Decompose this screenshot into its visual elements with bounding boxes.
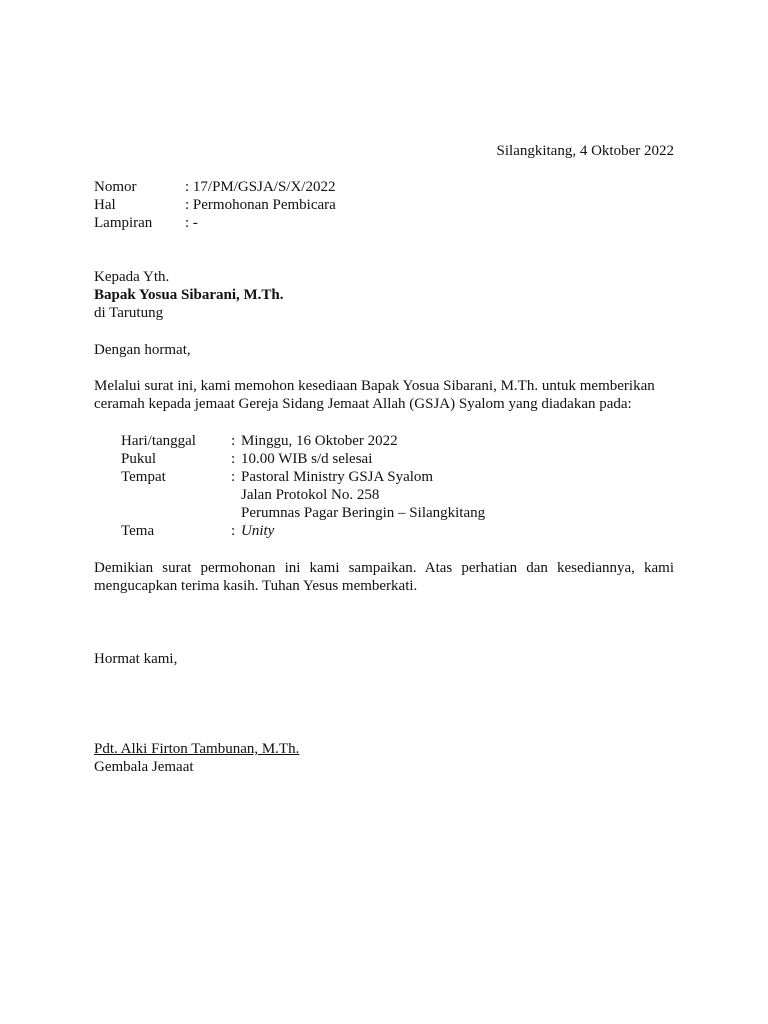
meta-label: Hal [94, 197, 116, 213]
detail-colon: : [231, 451, 236, 467]
detail-value: Pastoral Ministry GSJA Syalom [241, 469, 434, 485]
place-date: Silangkitang, 4 Oktober 2022 [496, 143, 674, 159]
detail-colon: : [231, 469, 236, 485]
meta-value: : Permohonan Pembicara [185, 197, 336, 213]
signer-title: Gembala Jemaat [94, 759, 194, 775]
recipient-location: di Tarutung [94, 305, 164, 321]
detail-colon: : [231, 433, 236, 449]
closing-paragraph [94, 559, 674, 595]
closing-line: Demikian surat permohonan ini kami sampaikan. Atas perhatian dan kesediannya, kami [94, 560, 674, 576]
intro-line: Melalui surat ini, kami memohon kesediaan Bapak Yosua Sibarani, M.Th. untuk memberikan [94, 378, 655, 394]
detail-label: Tema [121, 523, 155, 539]
meta-value: : - [185, 215, 198, 231]
closing-line: mengucapkan terima kasih. Tuhan Yesus memberkati. [94, 578, 418, 594]
greeting: Dengan hormat, [94, 342, 191, 358]
regards: Hormat kami, [94, 651, 178, 667]
intro-paragraph [94, 377, 674, 413]
meta-label: Lampiran [94, 215, 153, 231]
signer-name: Pdt. Alki Firton Tambunan, M.Th. [94, 741, 300, 757]
detail-colon: : [231, 523, 236, 539]
meta-value: : 17/PM/GSJA/S/X/2022 [185, 179, 336, 195]
detail-value: Unity [241, 523, 275, 539]
detail-value: Jalan Protokol No. 258 [241, 487, 380, 503]
detail-label: Tempat [121, 469, 166, 485]
detail-value: 10.00 WIB s/d selesai [241, 451, 373, 467]
recipient-name: Bapak Yosua Sibarani, M.Th. [94, 287, 284, 303]
intro-line: ceramah kepada jemaat Gereja Sidang Jemaat Allah (GSJA) Syalom yang diadakan pada: [94, 396, 632, 412]
detail-label: Hari/tanggal [121, 433, 196, 449]
recipient-salutation: Kepada Yth. [94, 269, 170, 285]
detail-value: Minggu, 16 Oktober 2022 [241, 433, 398, 449]
detail-label: Pukul [121, 451, 157, 467]
detail-value: Perumnas Pagar Beringin – Silangkitang [241, 505, 486, 521]
meta-label: Nomor [94, 179, 137, 195]
